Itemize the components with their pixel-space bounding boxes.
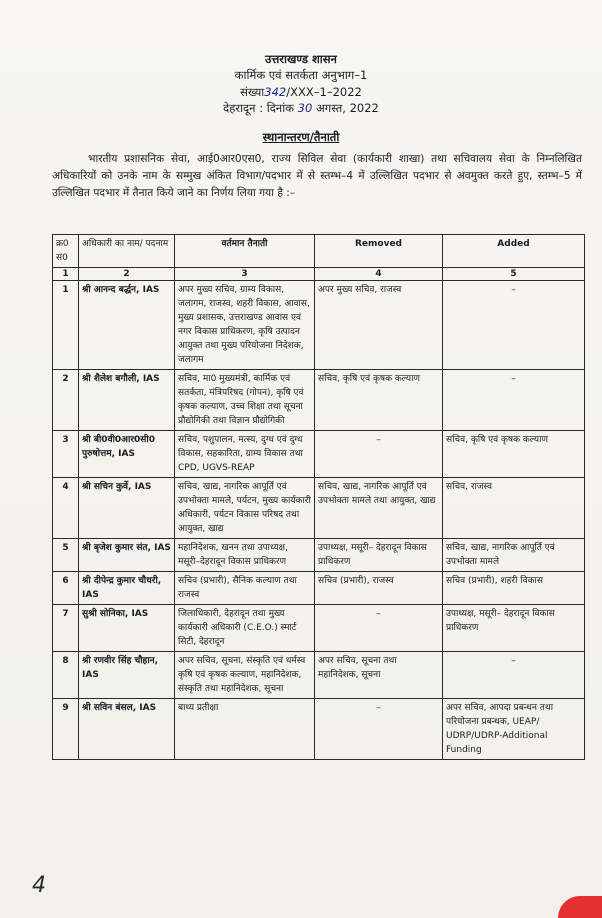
removed-cell: सचिव (प्रभारी), राजस्व [315, 572, 443, 605]
officer-name-cell: श्री रणवीर सिंह चौहान, IAS [79, 652, 175, 699]
officer-name-cell: श्री बी0वी0आर0सी0 पुरुषोत्तम, IAS [79, 431, 175, 478]
officer-name-cell: श्री शैलेश बगौली, IAS [79, 370, 175, 431]
serial-cell: 2 [53, 370, 79, 431]
table-row [53, 652, 585, 699]
transfer-table [52, 234, 585, 760]
current-posting-cell: महानिदेशक, खनन तथा उपाध्यक्ष, मसूरी–देहरादून विकास प्राधिकरण [175, 539, 315, 572]
table-column-number-row [53, 268, 585, 281]
reference-number [0, 85, 602, 100]
serial-cell: 4 [53, 478, 79, 539]
table-row [53, 572, 585, 605]
current-posting-cell: जिलाधिकारी, देहरादून तथा मुख्य कार्यकारी अधिकारी (C.E.O.) स्मार्ट सिटी, देहरादून [175, 605, 315, 652]
order-paragraph [52, 151, 582, 202]
serial-cell: 6 [53, 572, 79, 605]
department-name: कार्मिक एवं सतर्कता अनुभाग–1 [234, 68, 368, 82]
table-row [53, 605, 585, 652]
floating-action-button[interactable] [558, 896, 602, 918]
current-posting-cell: सचिव, खाद्य, नागरिक आपूर्ति एवं उपभोक्ता मामले, पर्यटन, मुख्य कार्यकारी अधिकारी, पर्यटन विकास परिषद तथा आयुक्त, खाद्य [175, 478, 315, 539]
current-posting-cell: अपर सचिव, सूचना, संस्कृति एवं धर्मस्व कृषि एवं कृषक कल्याण, महानिदेशक, संस्कृति तथा महानिदेशक, सूचना [175, 652, 315, 699]
serial-cell: 5 [53, 539, 79, 572]
removed-cell: – [315, 605, 443, 652]
header-serial: क्र0 सं0 [53, 235, 79, 268]
current-posting-cell: सचिव, मा0 मुख्यमंत्री, कार्मिक एवं सतर्कता, मंत्रिपरिषद (गोपन), कृषि एवं कृषक कल्याण, उच्च शिक्षा तथा सूचना प्रौद्योगिकी तथा विज्ञान प्रौद्योगिकी [175, 370, 315, 431]
column-number: 5 [443, 268, 585, 281]
officer-name-cell: श्री आनन्द बर्द्धन, IAS [79, 281, 175, 370]
document-date [0, 101, 602, 116]
reference-suffix: /XXX–1–2022 [286, 85, 362, 99]
serial-cell: 3 [53, 431, 79, 478]
table-row [53, 699, 585, 760]
serial-cell: 1 [53, 281, 79, 370]
added-cell: – [443, 370, 585, 431]
order-paragraph-text: भारतीय प्रशासनिक सेवा, आई0आर0एस0, राज्य सिविल सेवा (कार्यकारी शाखा) तथा सचिवालय सेवा के निम्नलिखित अधिकारियों को उनके नाम के सम्मुख अंकित विभाग/पदभार में से स्तम्भ–4 में उल्लिखित पदभार से अवमुक्त करते हुए, स्तम्भ–5 में उल्लिखित पदभार में तैनात किये जाने का निर्णय लिया गया है :– [52, 153, 582, 199]
officer-name-cell: श्री सविन बंसल, IAS [79, 699, 175, 760]
current-posting-cell: अपर मुख्य सचिव, ग्राम्य विकास, जलागम, राजस्व, शहरी विकास, आवास, मुख्य प्रशासक, उत्तराखण्ड आवास एवं नगर विकास प्राधिकरण, कृषि उत्पादन आयुक्त तथा मुख्य परियोजना निदेशक, जलागम [175, 281, 315, 370]
column-number: 2 [79, 268, 175, 281]
serial-cell: 7 [53, 605, 79, 652]
header-added: Added [443, 235, 585, 268]
header-current-posting: वर्तमान तैनाती [175, 235, 315, 268]
added-cell: सचिव, खाद्य, नागरिक आपूर्ति एवं उपभोक्ता मामले [443, 539, 585, 572]
removed-cell: अपर मुख्य सचिव, राजस्व [315, 281, 443, 370]
added-cell: – [443, 281, 585, 370]
reference-prefix: संख्या [240, 85, 265, 99]
added-cell: सचिव (प्रभारी), शहरी विकास [443, 572, 585, 605]
current-posting-cell: सचिव, पशुपालन, मत्स्य, दुग्ध एवं दुग्ध विकास, सहकारिता, ग्राम्य विकास तथा CPD, UGVS-REAP [175, 431, 315, 478]
govt-name: उत्तराखण्ड शासन [265, 52, 337, 66]
date-handwritten: 30 [297, 101, 313, 115]
added-cell: उपाध्यक्ष, मसूरी– देहरादून विकास प्राधिकरण [443, 605, 585, 652]
serial-cell: 9 [53, 699, 79, 760]
column-number: 1 [53, 268, 79, 281]
officer-name-cell: श्री बृजेश कुमार संत, IAS [79, 539, 175, 572]
removed-cell: – [315, 431, 443, 478]
table-row [53, 478, 585, 539]
table-row [53, 281, 585, 370]
subject-heading: स्थानान्तरण/तैनाती [262, 130, 340, 144]
removed-cell: – [315, 699, 443, 760]
table-header-row [53, 235, 585, 268]
officer-name-cell: श्री सचिन कुर्वे, IAS [79, 478, 175, 539]
serial-cell: 8 [53, 652, 79, 699]
table-row [53, 539, 585, 572]
column-number: 4 [315, 268, 443, 281]
added-cell: सचिव, कृषि एवं कृषक कल्याण [443, 431, 585, 478]
table-row [53, 431, 585, 478]
removed-cell: सचिव, कृषि एवं कृषक कल्याण [315, 370, 443, 431]
header-removed: Removed [315, 235, 443, 268]
current-posting-cell: बाध्य प्रतीक्षा [175, 699, 315, 760]
date-prefix: देहरादून : दिनांक [223, 101, 295, 115]
current-posting-cell: सचिव (प्रभारी), सैनिक कल्याण तथा राजस्व [175, 572, 315, 605]
removed-cell: उपाध्यक्ष, मसूरी– देहरादून विकास प्राधिकरण [315, 539, 443, 572]
added-cell: – [443, 652, 585, 699]
added-cell: अपर सचिव, आपदा प्रबन्धन तथा परियोजना प्रबन्धक, UEAP/ UDRP/UDRP-Additional Funding [443, 699, 585, 760]
column-number: 3 [175, 268, 315, 281]
header-officer: अधिकारी का नाम/ पदनाम [79, 235, 175, 268]
officer-name-cell: सुश्री सोनिका, IAS [79, 605, 175, 652]
signature-mark: 4 [32, 873, 46, 898]
removed-cell: अपर सचिव, सूचना तथा महानिदेशक, सूचना [315, 652, 443, 699]
removed-cell: सचिव, खाद्य, नागरिक आपूर्ति एवं उपभोक्ता मामले तथा आयुक्त, खाद्य [315, 478, 443, 539]
date-suffix: अगस्त, 2022 [315, 101, 379, 115]
table-row [53, 370, 585, 431]
officer-name-cell: श्री दीपेन्द्र कुमार चौधरी, IAS [79, 572, 175, 605]
reference-handwritten: 342 [264, 85, 287, 99]
added-cell: सचिव, राजस्व [443, 478, 585, 539]
